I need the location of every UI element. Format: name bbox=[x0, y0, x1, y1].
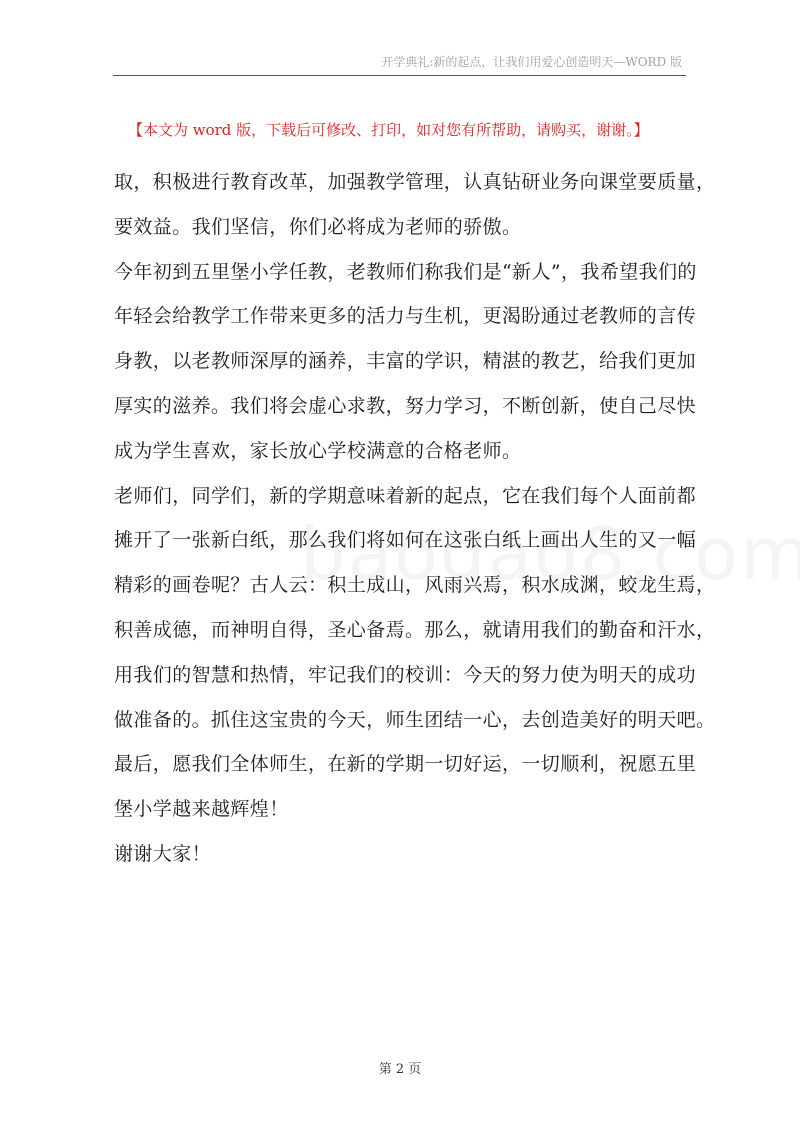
body-line: 取，积极进行教育改革，加强教学管理，认真钻研业务向课堂要质量， bbox=[114, 171, 716, 193]
body-line: 积善成德，而神明自得，圣心备焉。那么，就请用我们的勤奋和汗水， bbox=[114, 618, 716, 641]
body-line: 堡小学越来越辉煌！ bbox=[114, 798, 289, 821]
body-line: 今年初到五里堡小学任教，老教师们称我们是“新人”，我希望我们的 bbox=[114, 260, 697, 283]
body-line: 要效益。我们坚信，你们必将成为老师的骄傲。 bbox=[114, 215, 522, 238]
body-line: 摊开了一张新白纸，那么我们将如何在这张白纸上画出人生的又一幅 bbox=[114, 529, 697, 552]
body-line: 老师们，同学们，新的学期意味着新的起点，它在我们每个人面前都 bbox=[114, 484, 697, 507]
document-body bbox=[114, 160, 716, 877]
body-line: 谢谢大家！ bbox=[114, 842, 212, 865]
body-line: 最后，愿我们全体师生，在新的学期一切好运，一切顺利，祝愿五里 bbox=[114, 753, 697, 776]
page-number: 第 2 页 bbox=[378, 1062, 422, 1077]
body-line: 精彩的画卷呢？古人云：积土成山，风雨兴焉，积水成渊，蛟龙生焉， bbox=[114, 574, 716, 597]
body-line: 用我们的智慧和热情，牢记我们的校训：今天的努力使为明天的成功 bbox=[114, 663, 697, 686]
header-divider bbox=[113, 75, 686, 76]
body-line: 厚实的滋养。我们将会虚心求教，努力学习，不断创新，使自己尽快 bbox=[114, 394, 697, 417]
body-line: 年轻会给教学工作带来更多的活力与生机，更渴盼通过老教师的言传 bbox=[114, 305, 697, 328]
download-notice: 【本文为 word 版，下载后可修改、打印，如对您有所帮助，请购买，谢谢。】 bbox=[128, 121, 649, 139]
body-line: 成为学生喜欢，家长放心学校满意的合格老师。 bbox=[114, 439, 522, 462]
body-line: 做准备的。抓住这宝贵的今天，师生团结一心，去创造美好的明天吧。 bbox=[114, 708, 716, 731]
header-title: 开学典礼:新的起点，让我们用爱心创造明天—WORD 版 bbox=[381, 55, 682, 69]
body-line: 身教，以老教师深厚的涵养，丰富的学识，精湛的教艺，给我们更加 bbox=[114, 350, 697, 373]
